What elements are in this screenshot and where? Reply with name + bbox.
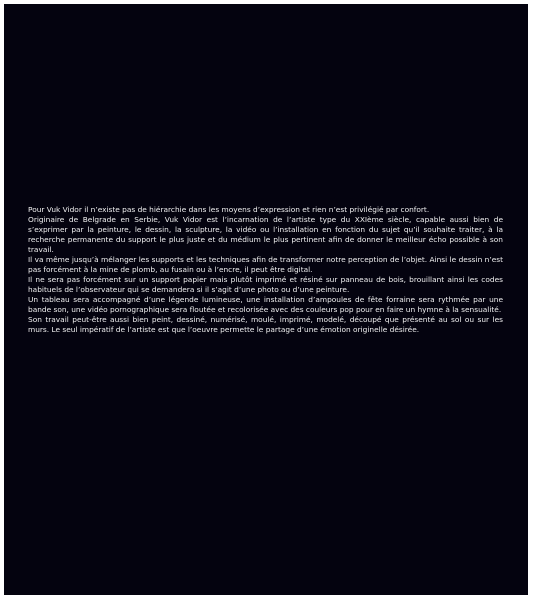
- paragraph-origin: Originaire de Belgrade en Serbie, Vuk Vidor est l’incarnation de l’artiste type du XXIème siècle, capable aussi bien de s’exprimer par la peinture, le dessin, la sculpture, la vidéo ou l’installation en fonction du sujet qu’il souhaite traiter, à la recherche permanente du support le plus juste et du médium le plus pertinent afin de donner le meilleur écho possible à son travail.: [28, 215, 503, 254]
- paragraph-installations: Un tableau sera accompagné d’une légende lumineuse, une installation d’ampoules de fête forraine sera rythmée par une bande son, une vidéo pornographique sera floutée et recolorisée avec des couleurs pop pour en faire un hymne à la sensualité.: [28, 295, 503, 314]
- artist-description: [28, 205, 503, 335]
- paragraph-conclusion: Son travail peut-être aussi bien peint, dessiné, numérisé, moulé, imprimé, modelé, découpé que présenté au sol ou sur les murs. Le seul impératif de l’artiste est que l’oeuvre permette le partage d’une émotion originelle désirée.: [28, 315, 503, 334]
- paragraph-mixing: Il va même jusqu’à mélanger les supports et les techniques afin de transformer notre perception de l’objet. Ainsi le dessin n’est pas forcément à la mine de plomb, au fusain ou à l’encre, il peut être digital.: [28, 255, 503, 274]
- paragraph-support: Il ne sera pas forcément sur un support papier mais plutôt imprimé et résiné sur panneau de bois, brouillant ainsi les codes habituels de l’observateur qui se demandera si il s’agit d’une photo ou d’une peinture.: [28, 275, 503, 294]
- paragraph-intro: Pour Vuk Vidor il n’existe pas de hiérarchie dans les moyens d’expression et rien n’est privilégié par confort.: [28, 205, 430, 214]
